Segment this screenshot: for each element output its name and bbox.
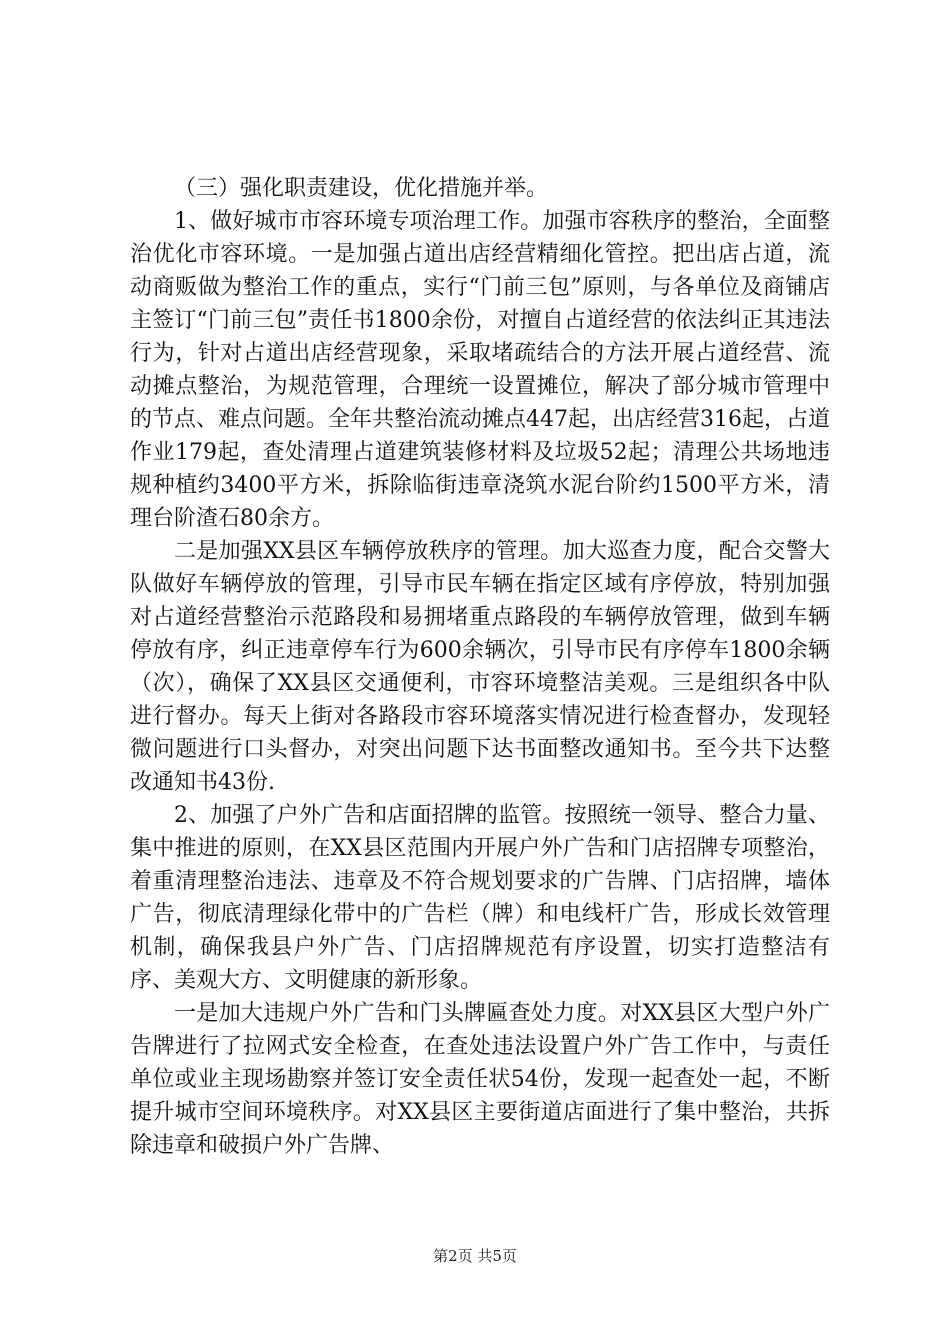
section-heading: （三）强化职责建设，优化措施并举。 [174, 176, 549, 201]
paragraph-4: 一是加大违规户外广告和门头牌匾查处力度。对XX县区大型户外广告牌进行了拉网式安全检查，在查处违法设置户外广告工作中，与责任单位或业主现场勘察并签订安全责任状54份，发现一起查处一起，不断提升城市空间环境秩序。对XX县区主要街道店面进行了集中整治，共拆除违章和破损户外广告牌、 [130, 1001, 830, 1158]
page-footer: 第2页 共5页 [433, 1247, 517, 1265]
document-body [130, 172, 830, 1162]
paragraph-3: 2、加强了户外广告和店面招牌的监管。按照统一领导、整合力量、集中推进的原则，在XX县区范围内开展户外广告和门店招牌专项整治，着重清理整治违法、违章及不符合规划要求的广告牌、门店招牌，墙体广告，彻底清理绿化带中的广告栏（牌）和电线杆广告，形成长效管理机制，确保我县户外广告、门店招牌规范有序设置，切实打造整洁有序、美观大方、文明健康的新形象。 [130, 803, 830, 993]
paragraph-1: 1、做好城市市容环境专项治理工作。加强市容秩序的整治，全面整治优化市容环境。一是加强占道出店经营精细化管控。把出店占道，流动商贩做为整治工作的重点，实行“门前三包”原则，与各单位及商铺店主签订“门前三包”责任书1800余份，对擅自占道经营的依法纠正其违法行为，针对占道出店经营现象，采取堵疏结合的方法开展占道经营、流动摊点整治，为规范管理，合理统一设置摊位，解决了部分城市管理中的节点、难点问题。全年共整治流动摊点447起，出店经营316起，占道作业179起，查处清理占道建筑装修材料及垃圾52起；清理公共场地违规种植约3400平方米，拆除临街违章浇筑水泥台阶约1500平方米，清理台阶渣石80余方。 [130, 209, 830, 531]
paragraph-2: 二是加强XX县区车辆停放秩序的管理。加大巡查力度，配合交警大队做好车辆停放的管理，引导市民车辆在指定区域有序停放，特别加强对占道经营整治示范路段和易拥堵重点路段的车辆停放管理，做到车辆停放有序，纠正违章停车行为600余辆次，引导市民有序停车1800余辆（次），确保了XX县区交通便利，市容环境整洁美观。三是组织各中队进行督办。每天上街对各路段市容环境落实情况进行检查督办，发现轻微问题进行口头督办，对突出问题下达书面整改通知书。至今共下达整改通知书43份. [130, 539, 830, 795]
